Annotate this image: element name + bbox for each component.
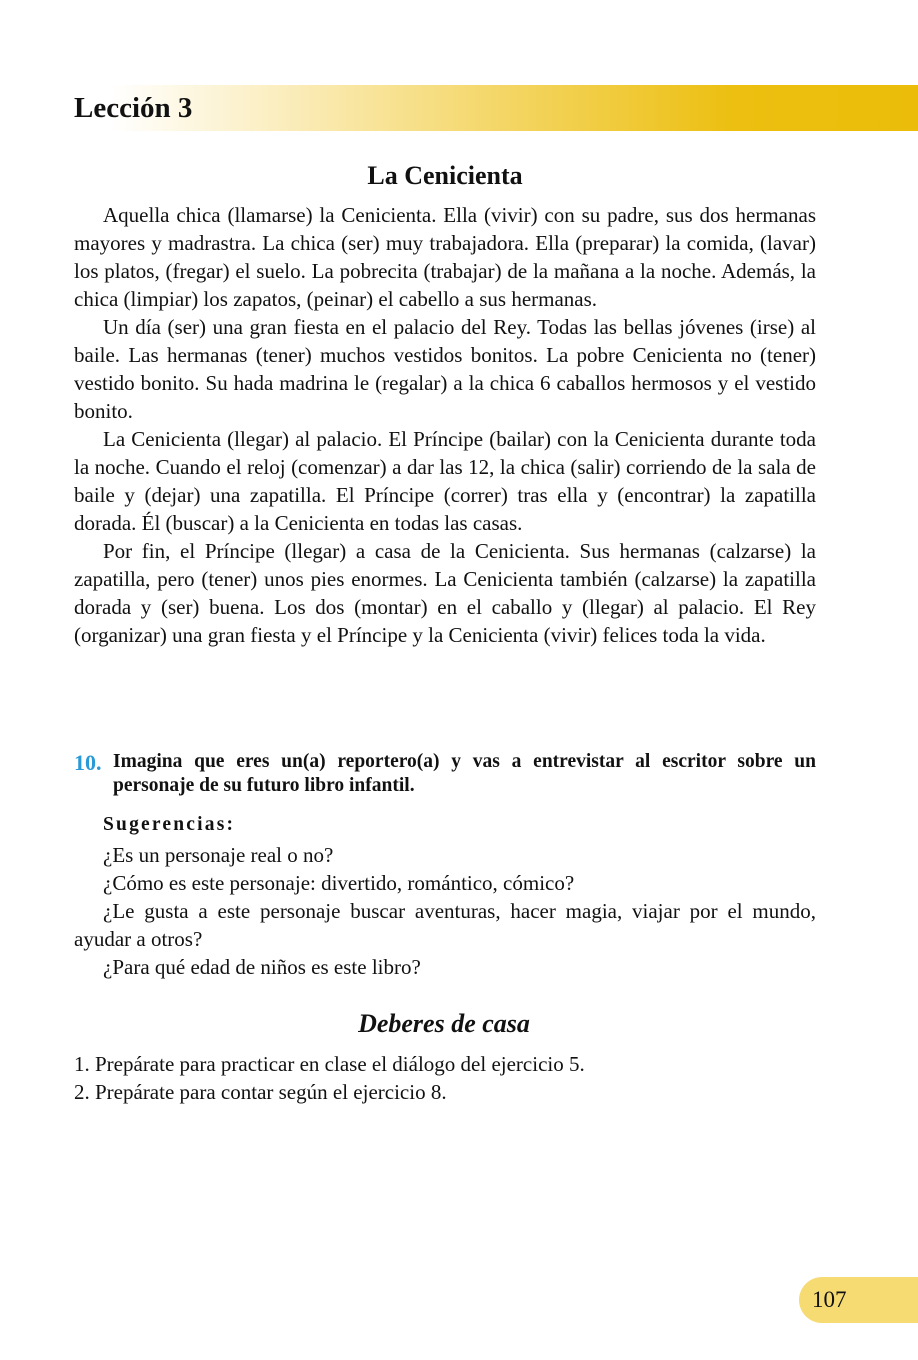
homework-item: 2. Prepárate para contar según el ejercicio 8. [74, 1080, 447, 1104]
suggestion-question: ¿Para qué edad de niños es este libro? [103, 955, 421, 979]
homework-title: Deberes de casa [358, 1009, 530, 1038]
suggestions-title: Sugerencias: [103, 814, 236, 835]
homework-item: 1. Prepárate para practicar en clase el diálogo del ejercicio 5. [74, 1052, 585, 1076]
suggestion-question: ¿Cómo es este personaje: divertido, romántico, cómico? [103, 871, 575, 895]
story-paragraph: La Cenicienta (llegar) al palacio. El Príncipe (bailar) con la Cenicienta durante toda la noche. Cuando el reloj (comenzar) a dar las 12, la chica (salir) corriendo de la sala de baile y (dejar) una zapatilla. El Príncipe (correr) tras ella y (encontrar) la zapatilla dorada. Él (buscar) a la Cenicienta en todas las casas. [74, 427, 816, 535]
homework-list [74, 1050, 816, 1106]
lesson-title: Lección 3 [74, 92, 193, 124]
exercise-number: 10. [74, 750, 102, 775]
story-text [74, 201, 816, 649]
suggestions-section [74, 811, 816, 981]
story-title: La Cenicienta [367, 161, 523, 190]
exercise-10 [74, 750, 816, 798]
suggestion-question: ¿Es un personaje real o no? [103, 843, 334, 867]
story-paragraph: Aquella chica (llamarse) la Cenicienta. Ella (vivir) con su padre, sus dos hermanas mayores y madrastra. La chica (ser) muy trabajadora. Ella (preparar) la comida, (lavar) los platos, (fregar) el suelo. La pobrecita (trabajar) de la mañana a la noche. Además, la chica (limpiar) los zapatos, (peinar) el cabello a sus hermanas. [74, 203, 816, 311]
story-paragraph: Un día (ser) una gran fiesta en el palacio del Rey. Todas las bellas jóvenes (irse) al baile. Las hermanas (tener) muchos vestidos bonitos. La pobre Cenicienta no (tener) vestido bonito. Su hada madrina le (regalar) a la chica 6 caballos hermosos y el vestido bonito. [74, 315, 816, 423]
story-paragraph: Por fin, el Príncipe (llegar) a casa de la Cenicienta. Sus hermanas (calzarse) la zapatilla, pero (tener) unos pies enormes. La Cenicienta también (calzarse) la zapatilla dorada y (ser) buena. Los dos (montar) en el caballo y (llegar) al palacio. El Rey (organizar) una gran fiesta y el Príncipe y la Cenicienta (vivir) felices toda la vida. [74, 539, 816, 647]
exercise-instruction: Imagina que eres un(a) reportero(a) y vas a entrevistar al escritor sobre un personaje de su futuro libro infantil. [113, 751, 816, 796]
page-number: 107 [812, 1287, 847, 1312]
suggestion-question: ¿Le gusta a este personaje buscar aventuras, hacer magia, viajar por el mundo, ayudar a otros? [74, 899, 816, 951]
